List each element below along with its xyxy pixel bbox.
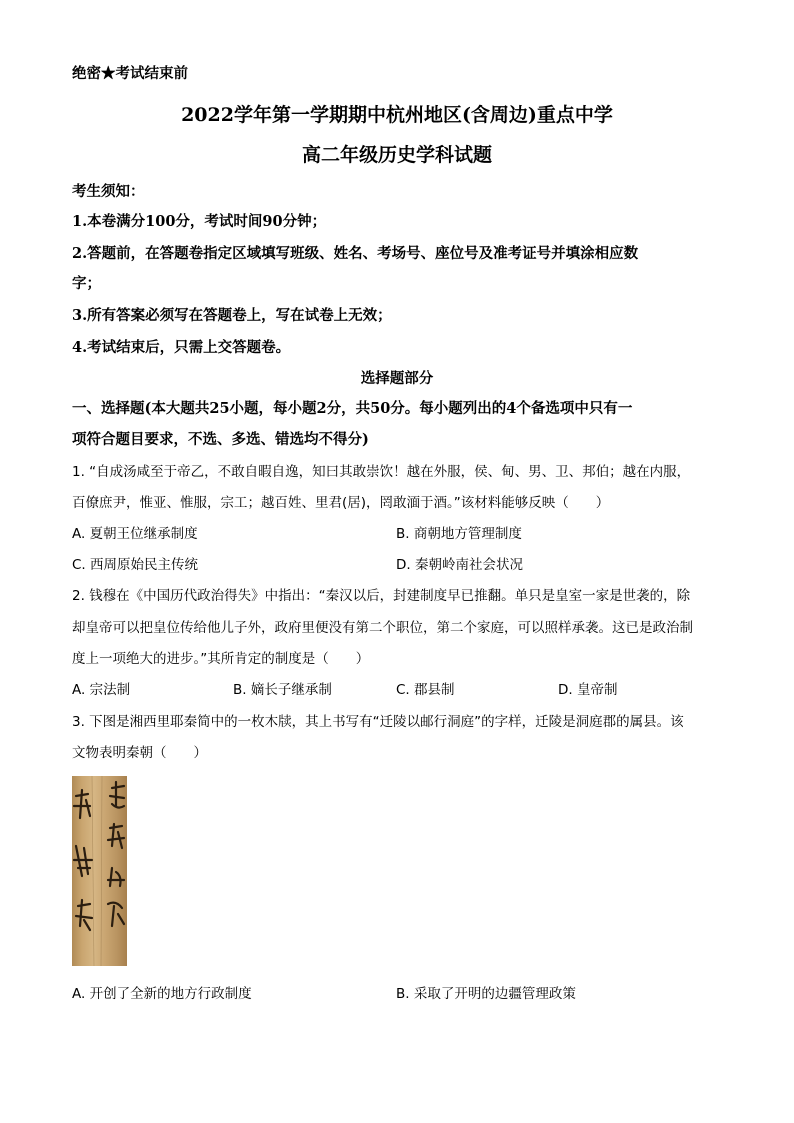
q3-option-a: A. 开创了全新的地方行政制度: [72, 986, 252, 1002]
q2-option-c: C. 郡县制: [396, 682, 455, 698]
section-instructions-1: 一、选择题(本大题共25小题，每小题2分，共50分。每小题列出的4个备选项中只有一: [72, 400, 633, 417]
notice-item-1: 1.本卷满分100分，考试时间90分钟；: [72, 213, 327, 230]
qin-bamboo-slip-image: [72, 776, 127, 966]
notice-item-3: 3.所有答案必须写在答题卷上，写在试卷上无效；: [72, 307, 392, 324]
q1-option-c: C. 西周原始民主传统: [72, 557, 199, 573]
q1-option-a: A. 夏朝王位继承制度: [72, 526, 198, 542]
q2-stem-line3: 度上一项绝大的进步。”其所肯定的制度是（ ）: [72, 651, 370, 667]
q1-option-b: B. 商朝地方管理制度: [396, 526, 522, 542]
notice-heading: 考生须知：: [72, 183, 145, 200]
section-title: 选择题部分: [360, 370, 434, 387]
q2-stem-line1: 2. 钱穆在《中国历代政治得失》中指出：“秦汉以后，封建制度早已推翻。单只是皇室一家是世袭的，除: [72, 588, 691, 604]
q2-stem-line2: 却皇帝可以把皇位传给他儿子外，政府里便没有第二个职位，第二个家庭，可以照样承袭。这已是政治制: [72, 620, 693, 636]
notice-item-2-cont: 字；: [72, 275, 101, 292]
q1-option-d: D. 秦朝岭南社会状况: [396, 557, 523, 573]
notice-item-4: 4.考试结束后，只需上交答题卷。: [72, 339, 291, 356]
q1-stem-line2: 百僚庶尹，惟亚、惟服，宗工；越百姓、里君(居)，罔敢湎于酒。”该材料能够反映（ ）: [72, 495, 610, 511]
notice-item-2: 2.答题前，在答题卷指定区域填写班级、姓名、考场号、座位号及准考证号并填涂相应数: [72, 245, 639, 262]
q3-stem-line2: 文物表明秦朝（ ）: [72, 745, 207, 761]
secret-label: 绝密★考试结束前: [72, 65, 188, 82]
q3-stem-line1: 3. 下图是湘西里耶秦简中的一枚木牍，其上书写有“迁陵以邮行洞庭”的字样，迁陵是洞庭郡的属县。该: [72, 714, 684, 730]
q2-option-b: B. 嫡长子继承制: [233, 682, 332, 698]
exam-title: 2022学年第一学期期中杭州地区(含周边)重点中学: [181, 104, 613, 126]
q3-option-b: B. 采取了开明的边疆管理政策: [396, 986, 576, 1002]
exam-subtitle: 高二年级历史学科试题: [301, 144, 492, 166]
slip-calligraphy-drawing: [72, 776, 127, 966]
q2-option-d: D. 皇帝制: [558, 682, 618, 698]
section-instructions-2: 项符合题目要求，不选、多选、错选均不得分): [72, 431, 369, 448]
q2-option-a: A. 宗法制: [72, 682, 131, 698]
q1-stem-line1: 1. “自成汤咸至于帝乙，不敢自暇自逸，知曰其敢崇饮！越在外服，侯、甸、男、卫、邦伯；越在内服，: [72, 464, 691, 480]
